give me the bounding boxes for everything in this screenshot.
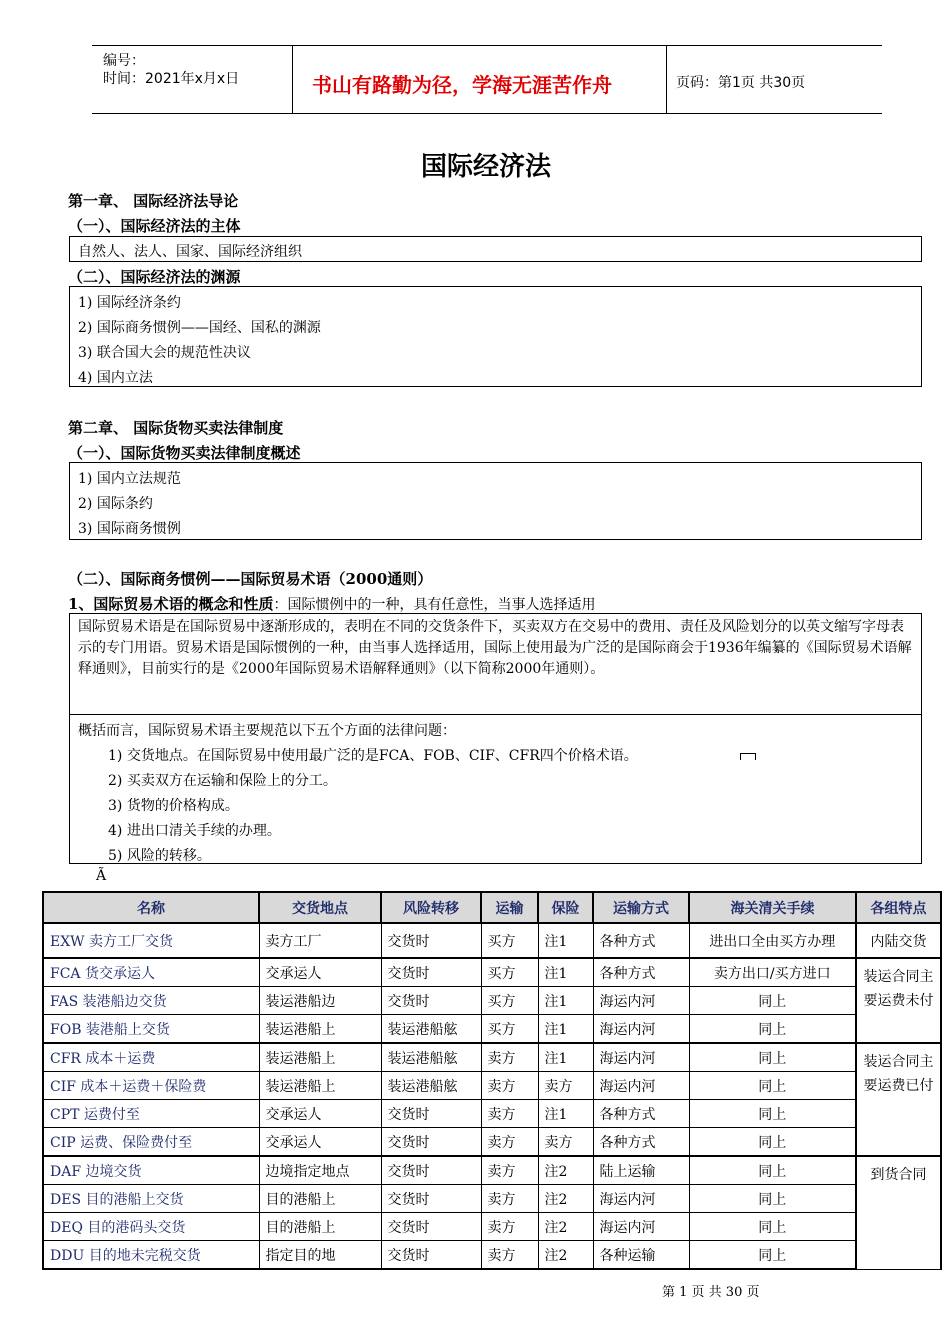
list-item: 1) 国际经济条约 — [78, 295, 181, 311]
table-cell: 卖方 — [481, 1185, 538, 1213]
table-cell: 交货时 — [381, 1213, 481, 1241]
table-cell: 交货时 — [381, 1100, 481, 1128]
column-header: 运输方式 — [593, 892, 689, 923]
concept-text: ：国际惯例中的一种，具有任意性，当事人选择适用 — [273, 597, 596, 613]
table-cell: CPT 运费付至 — [43, 1100, 259, 1128]
column-header: 名称 — [43, 892, 259, 923]
column-header: 海关清关手续 — [689, 892, 856, 923]
table-cell: 各种运输 — [593, 1241, 689, 1270]
table-cell: 目的港船上 — [259, 1213, 381, 1241]
table-cell: 卖方工厂 — [259, 923, 381, 958]
table-cell: 装运港船上 — [259, 1015, 381, 1044]
definition-text: 国际贸易术语是在国际贸易中逐渐形成的，表明在不同的交货条件下，买卖双方在交易中的费用、责任及风险划分的以英文缩写字母表示的专门用语。贸易术语是国际惯例的一种，由当事人选择适用，国际上使用最为广泛的是国际商会于1936年编纂的《国际贸易术语解释通则》，目前实行的是《2000年国际贸易术语解释通则》（以下简称2000年通则）。 — [78, 619, 912, 677]
list-item: 2) 国际条约 — [78, 496, 153, 512]
table-cell: 交承运人 — [259, 1128, 381, 1157]
trade-terms-table — [42, 891, 942, 1270]
table-cell: 买方 — [481, 1015, 538, 1044]
table-cell: 卖方出口/买方进口 — [689, 958, 856, 987]
table-header-row — [43, 892, 941, 923]
chapter1-sec2-title: （二）、国际经济法的渊源 — [68, 268, 241, 286]
overview-box — [69, 462, 922, 540]
table-cell: 交货时 — [381, 1241, 481, 1270]
table-row — [43, 1072, 941, 1100]
table-row — [43, 1128, 941, 1157]
list-item: 1) 国内立法规范 — [78, 471, 181, 487]
group-feature-cell: 装运合同主要运费未付 — [856, 958, 941, 1043]
chapter1-title: 第一章、 国际经济法导论 — [68, 192, 239, 210]
chapter2-sec1-title: （一）、国际货物买卖法律制度概述 — [68, 444, 301, 462]
footer-page: 第 1 页 共 30 页 — [662, 1285, 760, 1300]
table-row — [43, 1100, 941, 1128]
table-cell: 海运内河 — [593, 1213, 689, 1241]
summary-box — [69, 714, 922, 864]
table-cell: 边境指定地点 — [259, 1156, 381, 1185]
table-row — [43, 1156, 941, 1185]
table-cell: 注1 — [538, 1043, 593, 1072]
table-cell: 各种方式 — [593, 958, 689, 987]
table-cell: FCA 货交承运人 — [43, 958, 259, 987]
list-item: 5) 风险的转移。 — [108, 848, 211, 864]
table-cell: 同上 — [689, 1015, 856, 1044]
table-cell: 目的港船上 — [259, 1185, 381, 1213]
table-cell: 指定目的地 — [259, 1241, 381, 1270]
table-cell: 同上 — [689, 1043, 856, 1072]
table-cell: 装运港船舷 — [381, 1072, 481, 1100]
table-cell: 卖方 — [481, 1128, 538, 1157]
table-row — [43, 923, 941, 958]
table-cell: 买方 — [481, 958, 538, 987]
table-cell: 卖方 — [481, 1072, 538, 1100]
definition-box — [69, 613, 922, 715]
table-cell: 海运内河 — [593, 1015, 689, 1044]
table-cell: 交货时 — [381, 1156, 481, 1185]
table-cell: FAS 装港船边交货 — [43, 987, 259, 1015]
column-header: 各组特点 — [856, 892, 941, 923]
list-item: 2) 国际商务惯例——国经、国私的渊源 — [78, 320, 321, 336]
table-cell: EXW 卖方工厂交货 — [43, 923, 259, 958]
table-cell: 各种方式 — [593, 1128, 689, 1157]
table-cell: 卖方 — [481, 1213, 538, 1241]
table-cell: 装运港船舷 — [381, 1015, 481, 1044]
table-cell: 同上 — [689, 987, 856, 1015]
table-cell: 注1 — [538, 923, 593, 958]
table-cell: 海运内河 — [593, 1072, 689, 1100]
table-row — [43, 987, 941, 1015]
subject-box — [69, 236, 922, 262]
table-cell: 卖方 — [481, 1043, 538, 1072]
table-cell: 注2 — [538, 1213, 593, 1241]
table-cell: 装运港船上 — [259, 1043, 381, 1072]
summary-intro: 概括而言，国际贸易术语主要规范以下五个方面的法律问题： — [78, 723, 456, 739]
list-item: 1) 交货地点。在国际贸易中使用最广泛的是FCA、FOB、CIF、CFR四个价格术语。 — [108, 748, 638, 764]
table-cell: 海运内河 — [593, 987, 689, 1015]
table-cell: DEQ 目的港码头交货 — [43, 1213, 259, 1241]
table-cell: CIP 运费、保险费付至 — [43, 1128, 259, 1157]
table-cell: 卖方 — [481, 1156, 538, 1185]
table-cell: 同上 — [689, 1156, 856, 1185]
group-feature-cell: 内陆交货 — [856, 923, 941, 958]
table-cell: 同上 — [689, 1100, 856, 1128]
table-cell: 进出口全由买方办理 — [689, 923, 856, 958]
table-cell: 注1 — [538, 958, 593, 987]
chapter2-sec2-title: （二）、国际商务惯例——国际贸易术语（2000通则） — [68, 570, 433, 588]
table-cell: 装运港船边 — [259, 987, 381, 1015]
table-row — [43, 1185, 941, 1213]
concept-line — [68, 593, 595, 614]
table-cell: 注2 — [538, 1185, 593, 1213]
table-cell: 注2 — [538, 1156, 593, 1185]
table-cell: 交货时 — [381, 1185, 481, 1213]
table-cell: 装运港船舷 — [381, 1043, 481, 1072]
table-cell: 卖方 — [538, 1072, 593, 1100]
table-cell: 交货时 — [381, 958, 481, 987]
list-item: 3) 国际商务惯例 — [78, 521, 181, 537]
stray-mark: Ã — [96, 868, 107, 884]
table-cell: 卖方 — [481, 1241, 538, 1270]
list-item: 4) 进出口清关手续的办理。 — [108, 823, 281, 839]
table-cell: 同上 — [689, 1128, 856, 1157]
list-item: 3) 联合国大会的规范性决议 — [78, 345, 251, 361]
table-cell: 卖方 — [538, 1128, 593, 1157]
table-cell: 同上 — [689, 1213, 856, 1241]
table-cell: 海运内河 — [593, 1185, 689, 1213]
table-cell: FOB 装港船上交货 — [43, 1015, 259, 1044]
list-item: 4) 国内立法 — [78, 370, 153, 386]
list-item: 2) 买卖双方在运输和保险上的分工。 — [108, 773, 337, 789]
table-cell: 交承运人 — [259, 958, 381, 987]
table-cell: DAF 边境交货 — [43, 1156, 259, 1185]
table-cell: 各种方式 — [593, 1100, 689, 1128]
table-cell: DDU 目的地未完税交货 — [43, 1241, 259, 1270]
table-cell: 注1 — [538, 1100, 593, 1128]
motto: 书山有路勤为径，学海无涯苦作舟 — [312, 73, 612, 97]
table-cell: 注1 — [538, 1015, 593, 1044]
chapter1-sec1-title: （一）、国际经济法的主体 — [68, 217, 241, 235]
table-row — [43, 1213, 941, 1241]
column-header: 运输 — [481, 892, 538, 923]
table-cell: DES 目的港船上交货 — [43, 1185, 259, 1213]
concept-label: 1、国际贸易术语的概念和性质 — [68, 595, 274, 613]
table-row — [43, 1241, 941, 1270]
table-cell: 注1 — [538, 987, 593, 1015]
group-feature-cell: 到货合同 — [856, 1156, 941, 1269]
table-cell: 同上 — [689, 1241, 856, 1270]
table-cell: 交货时 — [381, 923, 481, 958]
table-cell: 卖方 — [481, 1100, 538, 1128]
table-row — [43, 1015, 941, 1044]
comment-mark — [740, 753, 756, 760]
table-cell: 陆上运输 — [593, 1156, 689, 1185]
table-cell: 同上 — [689, 1185, 856, 1213]
table-row — [43, 958, 941, 987]
table-cell: 海运内河 — [593, 1043, 689, 1072]
number-label: 编号： — [103, 53, 145, 69]
column-header: 保险 — [538, 892, 593, 923]
chapter2-title: 第二章、 国际货物买卖法律制度 — [68, 419, 284, 437]
group-feature-cell: 装运合同主要运费已付 — [856, 1043, 941, 1156]
time-label: 时间：2021年x月x日 — [103, 71, 240, 87]
table-row — [43, 1043, 941, 1072]
table-cell: 注2 — [538, 1241, 593, 1270]
table-cell: 交货时 — [381, 987, 481, 1015]
sources-box — [69, 286, 922, 387]
page-label: 页码：第1页 共30页 — [676, 75, 806, 91]
table-cell: 买方 — [481, 987, 538, 1015]
list-item: 3) 货物的价格构成。 — [108, 798, 239, 814]
table-cell: 交货时 — [381, 1128, 481, 1157]
table-cell: CFR 成本＋运费 — [43, 1043, 259, 1072]
doc-title: 国际经济法 — [420, 152, 551, 182]
table-cell: 装运港船上 — [259, 1072, 381, 1100]
table-cell: CIF 成本＋运费＋保险费 — [43, 1072, 259, 1100]
column-header: 风险转移 — [381, 892, 481, 923]
table-cell: 同上 — [689, 1072, 856, 1100]
table-cell: 各种方式 — [593, 923, 689, 958]
table-cell: 买方 — [481, 923, 538, 958]
column-header: 交货地点 — [259, 892, 381, 923]
table-cell: 交承运人 — [259, 1100, 381, 1128]
subject-text: 自然人、法人、国家、国际经济组织 — [78, 244, 302, 260]
